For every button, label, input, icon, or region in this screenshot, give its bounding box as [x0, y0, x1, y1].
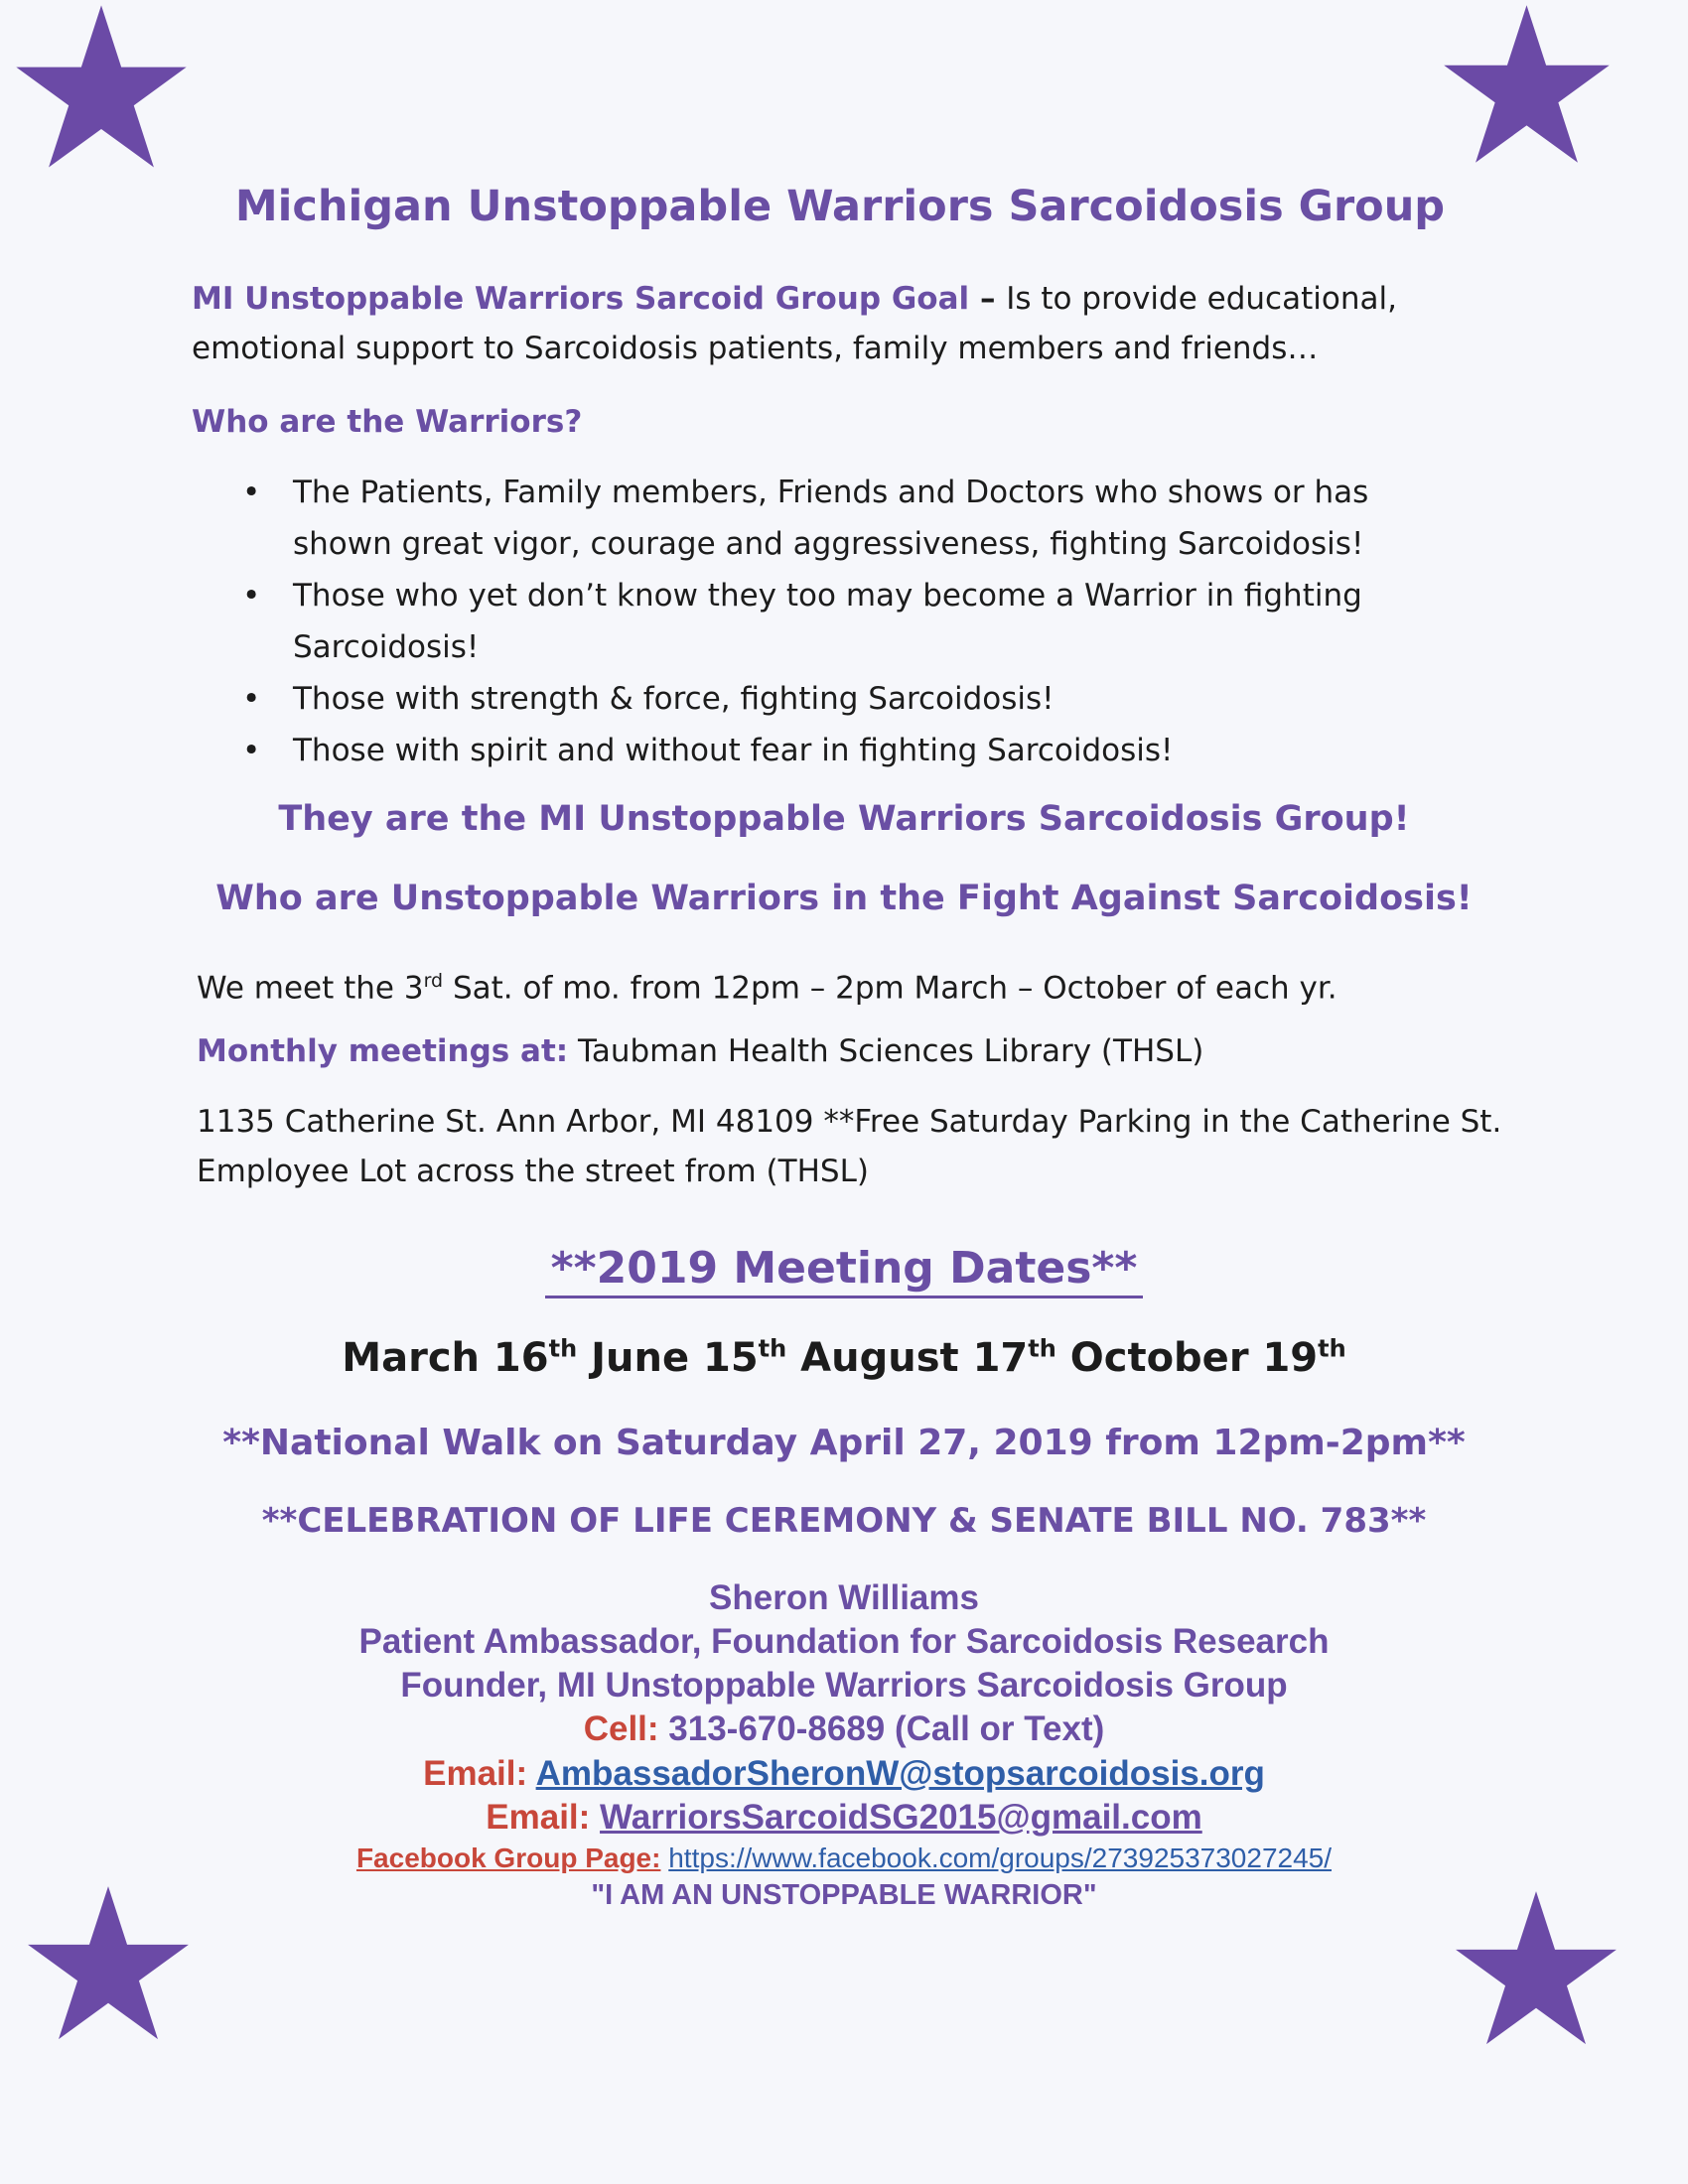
list-item-text: Those with strength & force, fighting Sarcoidosis! — [293, 681, 1055, 717]
who-fight-heading: Who are Unstoppable Warriors in the Fight Against Sarcoidosis! — [215, 879, 1473, 918]
meeting-schedule — [197, 956, 1337, 1013]
facebook-group — [0, 1843, 1688, 1874]
date-item — [591, 1335, 786, 1381]
date-text: October 19 — [1069, 1335, 1319, 1382]
warriors-list — [238, 467, 1460, 776]
bullet-icon: • — [242, 578, 261, 614]
monthly-label: Monthly meetings at: — [197, 1033, 569, 1069]
date-sup: th — [1028, 1335, 1056, 1363]
date-sup: th — [1318, 1335, 1346, 1363]
date-text: June 15 — [591, 1335, 759, 1382]
email-link-secondary[interactable]: WarriorsSarcoidSG2015@gmail.com — [600, 1798, 1202, 1837]
list-item — [238, 570, 1460, 673]
bullet-icon: • — [242, 733, 261, 768]
warrior-quote: "I AM AN UNSTOPPABLE WARRIOR" — [591, 1879, 1097, 1911]
contact-role-ambassador: Patient Ambassador, Foundation for Sarcoidosis Research — [358, 1622, 1330, 1661]
facebook-link[interactable]: https://www.facebook.com/groups/273925373027245/ — [668, 1843, 1333, 1873]
goal-text: Is to provide educational, emotional support to Sarcoidosis patients, family members and friends… — [192, 281, 1397, 366]
email-label: Email: — [423, 1754, 528, 1793]
list-item-text: The Patients, Family members, Friends and Doctors who shows or has shown great vigor, courage and aggressiveness, fighting Sarcoidosis! — [293, 475, 1369, 562]
facebook-label: Facebook Group Page: — [355, 1843, 661, 1873]
list-item — [238, 467, 1460, 570]
bullet-icon: • — [242, 475, 261, 510]
goal-dash: – — [969, 281, 1007, 317]
cell-value: 313-670-8689 (Call or Text) — [658, 1709, 1105, 1748]
date-sup: th — [548, 1335, 578, 1363]
meeting-dates-heading — [0, 1243, 1688, 1294]
contact-role-founder: Founder, MI Unstoppable Warriors Sarcoidosis Group — [400, 1666, 1288, 1705]
meet-text-before: We meet the 3 — [197, 970, 424, 1007]
contact-email-primary — [0, 1754, 1688, 1794]
meeting-dates-line — [0, 1335, 1688, 1381]
list-item-text: Those with spirit and without fear in fighting Sarcoidosis! — [293, 733, 1174, 768]
address-paragraph: 1135 Catherine St. Ann Arbor, MI 48109 **Free Saturday Parking in the Catherine St. Employee Lot across the street from (THSL) — [197, 1104, 1502, 1189]
contact-name: Sheron Williams — [709, 1578, 979, 1617]
date-item — [342, 1335, 577, 1381]
contact-email-secondary — [0, 1798, 1688, 1838]
date-item — [1070, 1335, 1346, 1381]
meet-superscript: rd — [423, 970, 444, 992]
monthly-text: Taubman Health Sciences Library (THSL) — [568, 1033, 1204, 1069]
celebration-notice: **CELEBRATION OF LIFE CEREMONY & SENATE BILL NO. 783** — [261, 1501, 1427, 1541]
meeting-location — [197, 1026, 1203, 1076]
date-text: August 17 — [800, 1335, 1029, 1382]
meeting-dates-heading-text: **2019 Meeting Dates** — [545, 1243, 1144, 1298]
star-icon — [12, 0, 191, 179]
cell-label: Cell: — [583, 1709, 659, 1748]
contact-cell — [0, 1709, 1688, 1749]
date-text: March 16 — [342, 1335, 549, 1382]
goal-paragraph — [192, 274, 1443, 373]
email-label: Email: — [486, 1798, 591, 1837]
goal-label: MI Unstoppable Warriors Sarcoid Group Goal — [192, 281, 970, 317]
who-heading: Who are the Warriors? — [192, 404, 583, 440]
email-link-primary[interactable]: AmbassadorSheronW@stopsarcoidosis.org — [535, 1754, 1265, 1793]
list-item — [238, 673, 1460, 725]
star-icon — [1440, 0, 1614, 174]
page-title: Michigan Unstoppable Warriors Sarcoidosis Group — [234, 182, 1446, 231]
list-item-text: Those who yet don’t know they too may become a Warrior in fighting Sarcoidosis! — [293, 578, 1362, 665]
they-are-heading: They are the MI Unstoppable Warriors Sarcoidosis Group! — [278, 799, 1410, 839]
meet-text-after: Sat. of mo. from 12pm – 2pm March – October of each yr. — [443, 970, 1337, 1007]
bullet-icon: • — [242, 681, 261, 717]
list-item — [238, 725, 1460, 776]
date-item — [800, 1335, 1056, 1381]
date-sup: th — [758, 1335, 787, 1363]
national-walk-notice: **National Walk on Saturday April 27, 2019 from 12pm-2pm** — [222, 1423, 1466, 1463]
